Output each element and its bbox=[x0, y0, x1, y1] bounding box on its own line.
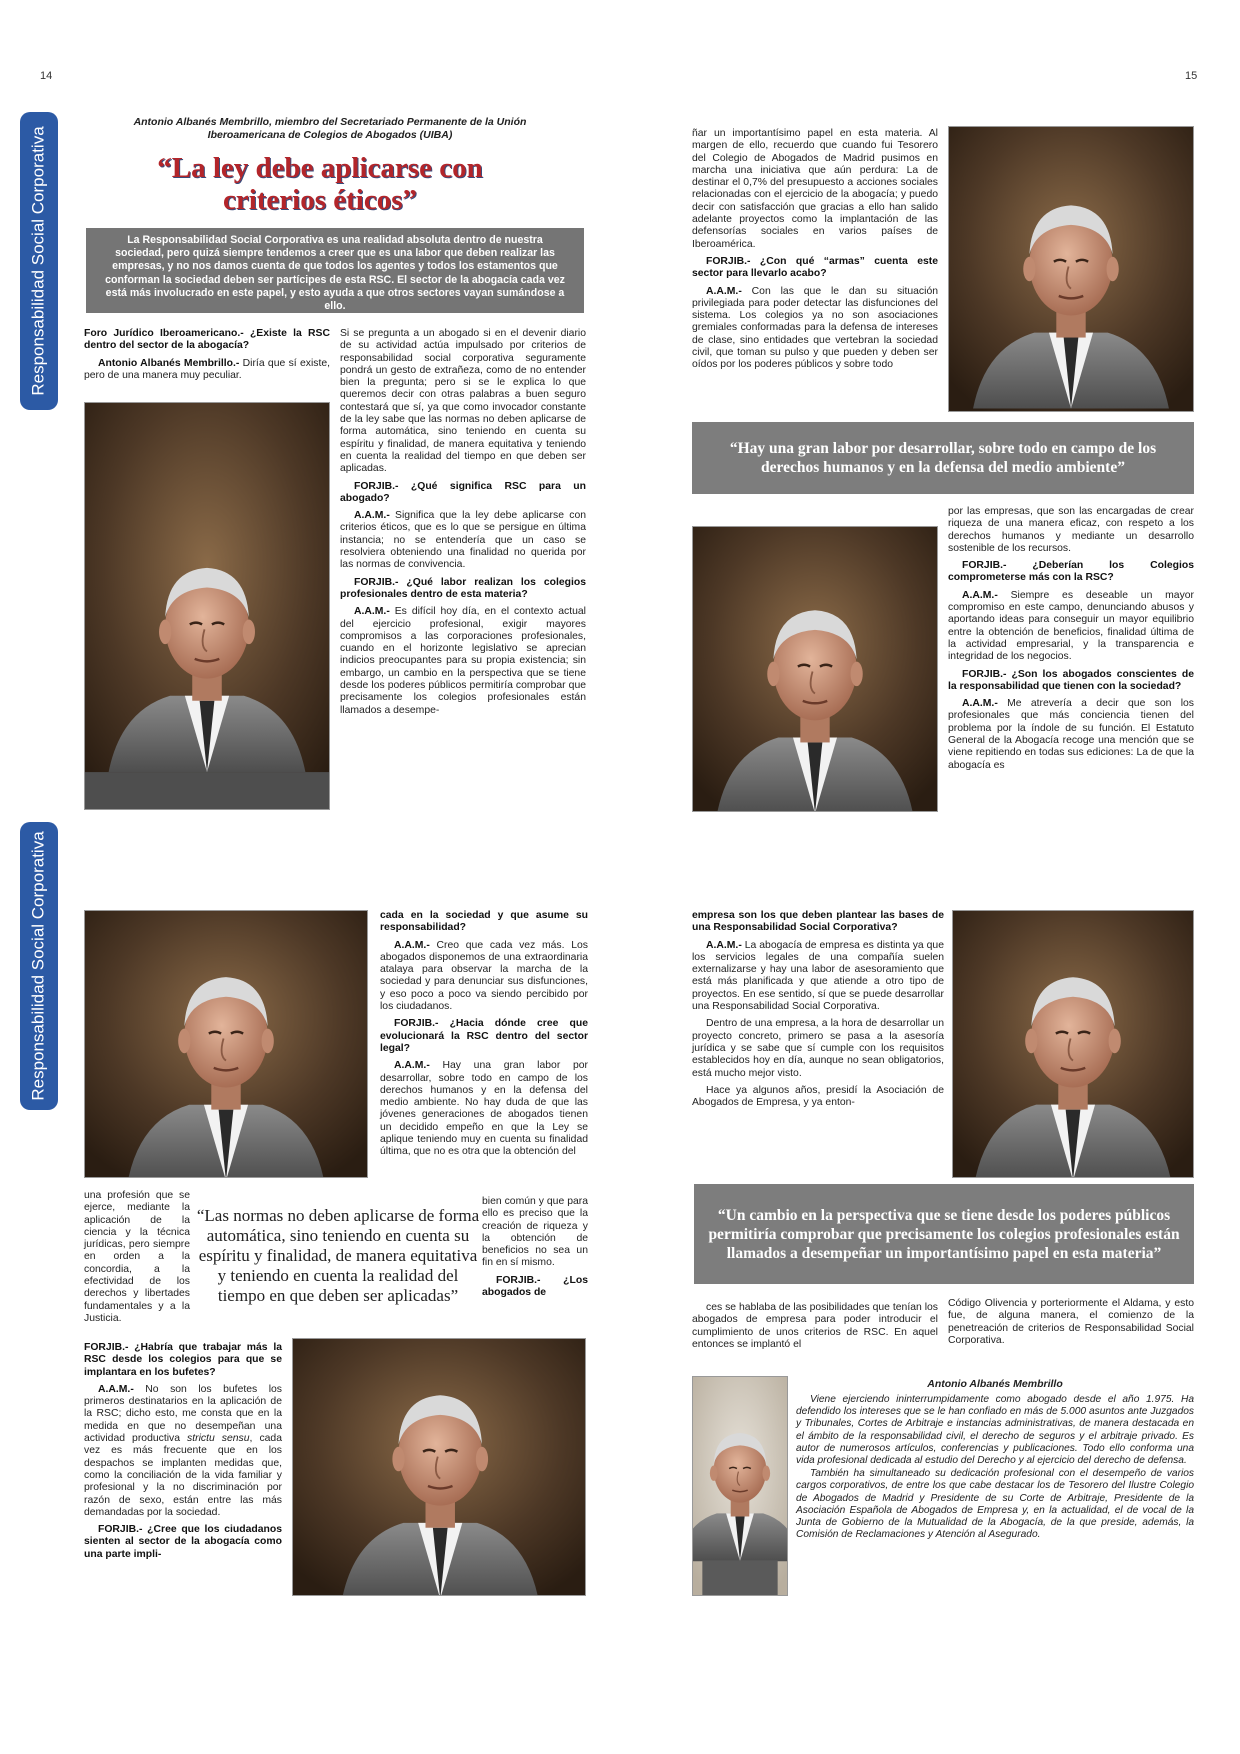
portrait-photo bbox=[948, 126, 1194, 412]
answer: A.A.M.- Significa que la ley debe aplicarse con criterios éticos, que es lo que se persigue en última instancia; no se entendería que un caso se resolviera obteniendo una finalidad no querida por las normas de convivencia. bbox=[340, 510, 586, 571]
paragraph: Dentro de una empresa, a la hora de desarrollar un proyecto concreto, primero se pasa a la asesoría jurídica y se sabe que sí cumple con los requisitos establecidos hoy en día, aunque no sean obligatorios, está mucho mejor visto. bbox=[692, 1018, 944, 1079]
question: FORJIB.- ¿Los abogados de bbox=[482, 1274, 588, 1299]
question: FORJIB.- ¿Cree que los ciudadanos sienten al sector de la abogacía como una parte impli- bbox=[84, 1524, 282, 1560]
question: Foro Jurídico Iberoamericano.- ¿Existe la RSC dentro del sector de la abogacía? bbox=[84, 328, 330, 352]
column-text bbox=[692, 1302, 938, 1356]
question: FORJIB.- ¿Qué significa RSC para un abogado? bbox=[340, 480, 586, 504]
question: FORJIB.- ¿Qué labor realizan los colegios profesionales dentro de esta materia? bbox=[340, 576, 586, 600]
portrait-photo bbox=[84, 910, 368, 1178]
answer: A.A.M.- No son los bufetes los primeros destinatarios en la aplicación de la RSC; dicho esto, me consta que en la medida en que no desempeñan una actividad productiva strictu sensu, cada vez es más frecuente que en los despachos se implanten medidas que, como la conciliación de la vida familiar y profesional y la no discriminación por razón de sexo, están entre las más demandadas por la sociedad. bbox=[84, 1383, 282, 1518]
paragraph: bien común y que para ello es preciso que la creación de riqueza y la obtención de beneficios no sea un fin en sí mismo. bbox=[482, 1196, 588, 1269]
page-number-left: 14 bbox=[40, 70, 53, 82]
pull-quote: “Un cambio en la perspectiva que se tiene desde los poderes públicos permitiría comprobar que precisamente los colegios profesionales están llamados a desempeñar un importantísimo papel en esta materia” bbox=[694, 1184, 1194, 1284]
column-text bbox=[482, 1196, 588, 1304]
column-text bbox=[948, 506, 1194, 777]
question: cada en la sociedad y que asume su responsabilidad? bbox=[380, 910, 588, 934]
portrait-photo bbox=[292, 1338, 586, 1596]
paragraph: Código Olivencia y porteriormente el Aldama, y esto fue, de alguna manera, el comienzo de la penetreación de criterios de Responsabilidad Social Corporativa. bbox=[948, 1298, 1194, 1346]
paragraph: ces se hablaba de las posibilidades que tenían los abogados de empresa para poder introducir el cumplimiento de unos criterios de RSC. En aquel entonces se implantó el bbox=[692, 1302, 938, 1350]
answer: A.A.M.- Creo que cada vez más. Los abogados disponemos de una extraordinaria atalaya para observar la marcha de la sociedad y para denunciar sus disfunciones, y eso poco a poco va siendo percibido por los ciudadanos. bbox=[380, 939, 588, 1013]
column-text bbox=[84, 1342, 282, 1566]
question: FORJIB.- ¿Con qué “armas” cuenta este sector para llevarlo acabo? bbox=[692, 255, 938, 280]
question: FORJIB.- ¿Hacia dónde cree que evolucionará la RSC dentro del sector legal? bbox=[380, 1018, 588, 1054]
page-number-right: 15 bbox=[1185, 70, 1198, 82]
section-tab-bottom bbox=[20, 822, 58, 1110]
question: FORJIB.- ¿Deberían los Colegios comprometerse más con la RSC? bbox=[948, 560, 1194, 584]
column-text bbox=[948, 1298, 1194, 1352]
portrait-photo bbox=[692, 526, 938, 812]
answer: A.A.M.- Siempre es deseable un mayor compromiso en este campo, denunciando abusos y aportando ideas para conseguir un mayor equilibrio entre la obtención de beneficios, finalidad última de la actividad empresarial, y la transparencia e integridad de los negocios. bbox=[948, 589, 1194, 663]
headline-line: criterios éticos” bbox=[222, 184, 418, 216]
article-headline bbox=[90, 152, 550, 216]
answer: Antonio Albanés Membrillo.- Diría que sí existe, pero de una manera muy peculiar. bbox=[84, 357, 331, 381]
section-tab-label: Responsabilidad Social Corporativa bbox=[29, 831, 49, 1101]
bio-text bbox=[796, 1394, 1194, 1542]
column-text bbox=[84, 328, 330, 387]
question: FORJIB.- ¿Son los abogados conscientes de la responsabilidad que tienen con la sociedad? bbox=[948, 668, 1194, 692]
question: FORJIB.- ¿Habría que trabajar más la RSC desde los colegios para que se implantara en los bufetes? bbox=[84, 1342, 282, 1378]
answer: A.A.M.- Me atrevería a decir que son los profesionales que más conciencia tienen del problema por la índole de su función. El Estatuto General de la Abogacía recoge una mención que se viene repitiendo en todas sus ediciones: La de que la abogacía es bbox=[948, 698, 1194, 771]
article-lead: La Responsabilidad Social Corporativa es una realidad absoluta dentro de nuestra sociedad, pero quizá siempre tendemos a creer que es una labor que deben realizar las empresas, y no nos damos cuenta de que todos los agentes y todos los estamentos que conforman la sociedad deben ser partícipes de esta RSC. El sector de la abogacía cada vez está más involucrado en este papel, y esto ayuda a que otros sectores vayan sumándose a ello. bbox=[86, 228, 584, 313]
bio-photo bbox=[692, 1376, 788, 1596]
column-text bbox=[692, 910, 944, 1114]
answer: A.A.M.- Es difícil hoy día, en el contexto actual del ejercicio profesional, exigir mayores compromisos a las corporaciones profesionales, cuando en el horizonte legislativo se aprecian indicios preocupantes para su propia existencia; sin embargo, un cambio en la perspectiva que se tiene desde los poderes públicos permitiría comprobar que precisamente los colegios profesionales están llamados a desempe- bbox=[340, 606, 586, 716]
bio-title: Antonio Albanés Membrillo bbox=[927, 1378, 1063, 1390]
paragraph: ñar un importantísimo papel en esta materia. Al margen de ello, recuerdo que cuando fui Tesorero del Colegio de Abogados de Madrid pusimos en marcha una iniciativa que aún perdura: La de destinar el 0,7% del presupuesto a acciones sociales relacionadas con el ejercicio de la abogacía; y puedo decir con satisfacción que gracias a ello han salido adelante proyectos como la implantación de las defensorías sociales en varios países de Iberoamérica. bbox=[692, 128, 938, 250]
paragraph: Hace ya algunos años, presidí la Asociación de Abogados de Empresa, y ya enton- bbox=[692, 1084, 944, 1109]
headline-line: “La ley debe aplicarse con bbox=[157, 152, 483, 184]
section-tab-label: Responsabilidad Social Corporativa bbox=[29, 126, 49, 396]
column-text bbox=[380, 910, 588, 1164]
bio-paragraph: También ha simultaneado su dedicación profesional con el desempeño de varios cargos corporativos, de entre los que cabe destacar los de Tesorero del Ilustre Colegio de Abogados de Madrid y Presidente de su Corte de Arbitraje, Presidente de la Asociación Española de Abogados de Empresa y, en la actualidad, el de vocal de la Junta de Gobierno de la Mutualidad de la Abogacía, de la que preside, además, la Comisión de Reclamaciones y Atención al Asegurado. bbox=[796, 1468, 1194, 1541]
column-text bbox=[340, 328, 586, 722]
question: empresa son los que deben plantear las bases de una Responsabilidad Social Corporativa? bbox=[692, 910, 944, 934]
pull-quote: “Hay una gran labor por desarrollar, sobre todo en campo de los derechos humanos y en la defensa del medio ambiente” bbox=[692, 422, 1194, 494]
pull-quote: “Las normas no deben aplicarse de forma automática, sino teniendo en cuenta su espíritu y finalidad, de manera equitativa y teniendo en cuenta la realidad del tiempo en que deben ser aplicadas” bbox=[196, 1206, 480, 1305]
portrait-photo bbox=[952, 910, 1194, 1178]
paragraph: Si se pregunta a un abogado si en el devenir diario de su actividad actúa impulsado por criterios de responsabilidad social corporativa seguramente pondrá un gesto de extrañeza, como de no entender bien la pregunta; pero si se le explica lo que queremos decir con otras palabras a buen seguro contestará que sí, ya que como invocador constante de la ley sabe que las normas no deben aplicarse de forma automática, sino teniendo en cuenta su espíritu y finalidad, de manera equitativa y teniendo en cuenta la realidad del tiempo en que deben ser aplicadas. bbox=[340, 328, 586, 475]
portrait-photo bbox=[84, 402, 330, 810]
column-text bbox=[692, 128, 938, 377]
section-tab-top bbox=[20, 112, 58, 410]
paragraph: por las empresas, que son las encargadas de crear riqueza de una manera eficaz, con respeto a los derechos humanos y mediante un desarrollo sostenible de los recursos. bbox=[948, 506, 1194, 554]
paragraph: una profesión que se ejerce, mediante la aplicación de la ciencia y la técnica jurídicas, pero siempre en orden a la concordia, a la efectividad de los derechos y libertades fundamentales y a la Justicia. bbox=[84, 1190, 190, 1324]
answer: A.A.M.- La abogacía de empresa es distinta ya que los servicios legales de una compañía suelen externalizarse y hay una labor de asesoramiento que está más planificada y que atiende a otro tipo de proyectos. En ese sentido, sí que se puede desarrollar una Responsabilidad Social Corporativa. bbox=[692, 939, 944, 1013]
bio-paragraph: Viene ejerciendo ininterrumpidamente como abogado desde el año 1.975. Ha defendido los intereses que se le han confiado en más de 5.000 asuntos ante Juzgados y Tribunales, Cortes de Arbitraje e instancias administrativas, de manera destacada en el ámbito de la responsabilidad civil, el derecho de seguros y el arbitraje privado. Es autor de numerosos artículos, conferencias y publicaciones. Todo ello conforma una vida profesional dedicada al estudio del Derecho y al ejercicio del derecho de defensa. bbox=[796, 1394, 1194, 1467]
column-text bbox=[84, 1190, 190, 1330]
answer: A.A.M.- Hay una gran labor por desarrollar, sobre todo en campo de los derechos humanos y en la defensa del medio ambiente. No hay duda de que las jóvenes generaciones de abogados tienen un decidido empeño en que la Ley se aplique teniendo muy en cuenta su finalidad última, que no es otra que la obtención del bbox=[380, 1060, 588, 1158]
answer: A.A.M.- Con las que le dan su situación privilegiada para poder detectar las disfunciones del sistema. Los colegios ya no son asociaciones gremiales conformadas para la defensa de intereses de clase, sino entidades que vertebran la sociedad civil, que toman su pulso y que pueden y deben ser oídos por los poderes públicos y sobre todo bbox=[692, 285, 938, 371]
article-byline: Antonio Albanés Membrillo, miembro del Secretariado Permanente de la Unión Iberoamericana de Colegios de Abogados (UIBA) bbox=[133, 116, 527, 141]
